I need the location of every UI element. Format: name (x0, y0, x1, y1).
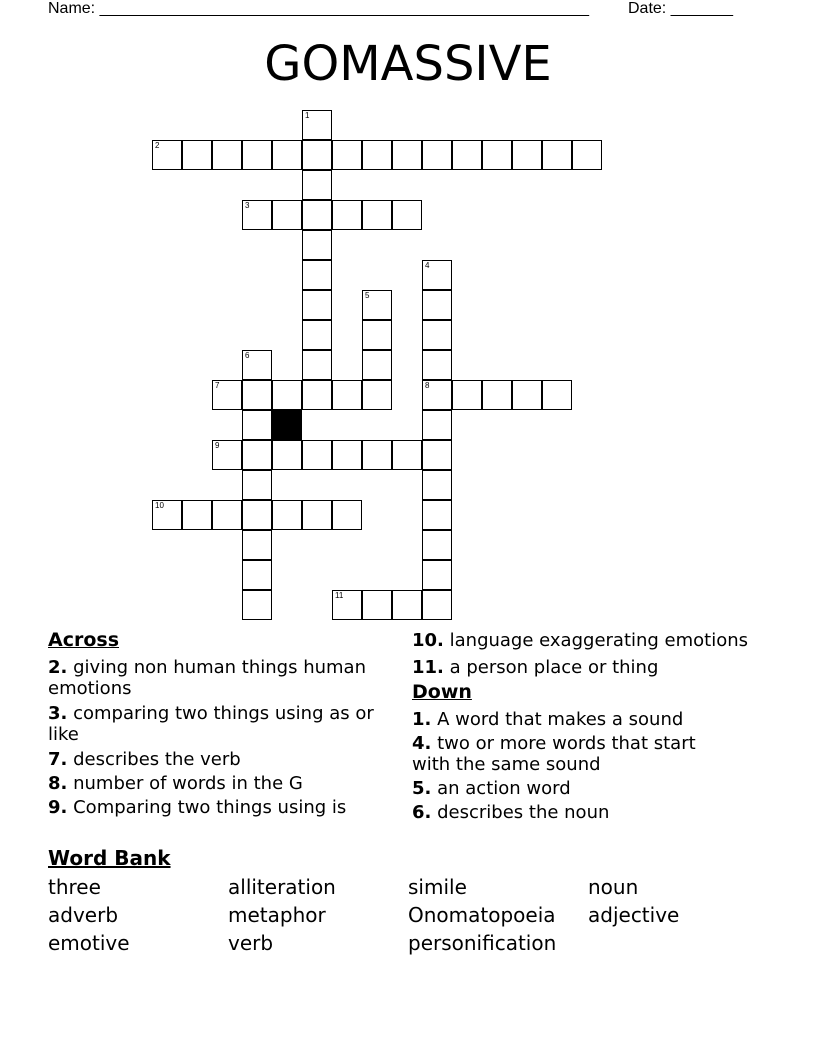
grid-cell (212, 500, 242, 530)
grid-cell (422, 350, 452, 380)
grid-cell (302, 440, 332, 470)
clues-left-column (48, 630, 398, 818)
clue-across-3 (48, 703, 398, 745)
clue-number: 2. (48, 657, 68, 678)
clue-number: 3. (48, 703, 68, 724)
grid-cell (362, 140, 392, 170)
grid-cell (482, 140, 512, 170)
grid-cell (242, 200, 272, 230)
word-bank-word: Onomatopoeia (408, 903, 556, 927)
grid-cell (182, 140, 212, 170)
grid-cell (422, 260, 452, 290)
grid-cell (332, 200, 362, 230)
word-bank-word: personification (408, 931, 557, 955)
grid-cell (272, 380, 302, 410)
grid-cell (572, 140, 602, 170)
grid-cell (362, 350, 392, 380)
grid-cell (392, 440, 422, 470)
grid-cell (302, 290, 332, 320)
grid-cell (242, 530, 272, 560)
grid-cell (542, 140, 572, 170)
grid-cell (302, 200, 332, 230)
grid-cell (242, 470, 272, 500)
grid-cell (422, 440, 452, 470)
grid-cell (242, 440, 272, 470)
clue-text: Comparing two things using is (73, 797, 347, 818)
grid-cell (362, 200, 392, 230)
clue-number-label: 5 (365, 291, 370, 300)
grid-cell (332, 380, 362, 410)
grid-cell (302, 260, 332, 290)
grid-cell (332, 440, 362, 470)
word-bank-word: three (48, 875, 101, 899)
across-heading: Across (48, 629, 120, 651)
clue-across-11 (412, 657, 782, 678)
grid-cell (302, 380, 332, 410)
grid-cell (302, 170, 332, 200)
clue-across-9 (48, 797, 398, 818)
name-field-label: Name: _______________________________________________________ (48, 0, 589, 17)
grid-cell (392, 590, 422, 620)
grid-cell (182, 500, 212, 530)
grid-cell (302, 140, 332, 170)
clue-number: 4. (412, 733, 432, 754)
grid-cell (272, 140, 302, 170)
grid-cell (362, 590, 392, 620)
grid-cell (332, 140, 362, 170)
grid-cell (152, 500, 182, 530)
grid-cell (422, 500, 452, 530)
grid-cell (242, 590, 272, 620)
clue-across-2 (48, 657, 398, 699)
grid-cell (362, 380, 392, 410)
grid-cell (152, 140, 182, 170)
clue-number-label: 7 (215, 381, 220, 390)
grid-cell (302, 230, 332, 260)
grid-cell (482, 380, 512, 410)
grid-cell (452, 380, 482, 410)
grid-cell (302, 350, 332, 380)
grid-cell (332, 500, 362, 530)
clue-number: 5. (412, 778, 432, 799)
grid-cell (422, 410, 452, 440)
clue-text: language exaggerating emotions (449, 630, 749, 651)
grid-cell (422, 470, 452, 500)
grid-cell (242, 350, 272, 380)
clue-number: 10. (412, 630, 444, 651)
grid-cell (362, 290, 392, 320)
grid-cell (272, 500, 302, 530)
clue-down-6 (412, 802, 782, 823)
grid-cell (422, 590, 452, 620)
word-bank-word: verb (228, 931, 274, 955)
clue-across-7 (48, 749, 398, 770)
clue-number-label: 9 (215, 441, 220, 450)
clue-number-label: 11 (335, 591, 344, 600)
clue-number: 6. (412, 802, 432, 823)
grid-cell (392, 200, 422, 230)
word-bank-heading: Word Bank (48, 846, 171, 870)
grid-cell (242, 560, 272, 590)
grid-cell (242, 380, 272, 410)
grid-cell (422, 380, 452, 410)
word-bank-word: metaphor (228, 903, 326, 927)
clue-number-label: 8 (425, 381, 430, 390)
clue-number-label: 10 (155, 501, 164, 510)
word-bank-word: adverb (48, 903, 119, 927)
grid-cell (302, 110, 332, 140)
grid-cell (512, 380, 542, 410)
clue-number-label: 3 (245, 201, 250, 210)
clue-down-5 (412, 778, 782, 799)
clue-number: 8. (48, 773, 68, 794)
grid-cell (212, 440, 242, 470)
date-field-label: Date: _______ (628, 0, 733, 17)
clue-text: comparing two things using as or like (48, 703, 374, 745)
clue-text: A word that makes a sound (437, 709, 684, 730)
clue-text: giving non human things human emotions (48, 657, 366, 699)
clue-text: an action word (437, 778, 571, 799)
grid-cell (422, 290, 452, 320)
clue-across-10 (412, 630, 782, 651)
grid-cell (422, 320, 452, 350)
grid-cell (272, 200, 302, 230)
clue-number-label: 2 (155, 141, 160, 150)
grid-cell (392, 140, 422, 170)
grid-cell (212, 380, 242, 410)
clue-across-8 (48, 773, 398, 794)
word-bank-word: simile (408, 875, 467, 899)
grid-cell (512, 140, 542, 170)
clue-number: 7. (48, 749, 68, 770)
clue-text: two or more words that start with the same sound (412, 733, 696, 775)
clue-number: 9. (48, 797, 68, 818)
puzzle-title: GOMASSIVE (264, 36, 552, 92)
word-bank-word: noun (588, 875, 639, 899)
word-bank-word: adjective (588, 903, 680, 927)
grid-cell (422, 140, 452, 170)
clue-down-4 (412, 733, 732, 775)
clue-text: describes the verb (73, 749, 241, 770)
grid-cell (272, 440, 302, 470)
clue-number: 1. (412, 709, 432, 730)
clue-number-label: 6 (245, 351, 250, 360)
clue-number: 11. (412, 657, 444, 678)
grid-cell (362, 320, 392, 350)
grid-cell (362, 440, 392, 470)
clue-text: describes the noun (437, 802, 610, 823)
grid-cell (542, 380, 572, 410)
grid-cell (452, 140, 482, 170)
grid-cell (242, 500, 272, 530)
grid-cell (422, 530, 452, 560)
blocked-cell (272, 410, 302, 440)
grid-cell (212, 140, 242, 170)
word-bank-word: alliteration (228, 875, 336, 899)
clue-text: a person place or thing (449, 657, 659, 678)
clue-down-1 (412, 709, 782, 730)
down-heading: Down (412, 681, 472, 703)
clue-text: number of words in the G (73, 773, 303, 794)
grid-cell (302, 320, 332, 350)
clues-right-column (412, 630, 782, 823)
clue-number-label: 4 (425, 261, 430, 270)
word-bank-word: emotive (48, 931, 130, 955)
grid-cell (242, 140, 272, 170)
grid-cell (422, 560, 452, 590)
clue-number-label: 1 (305, 111, 310, 120)
grid-cell (302, 500, 332, 530)
grid-cell (242, 410, 272, 440)
grid-cell (332, 590, 362, 620)
